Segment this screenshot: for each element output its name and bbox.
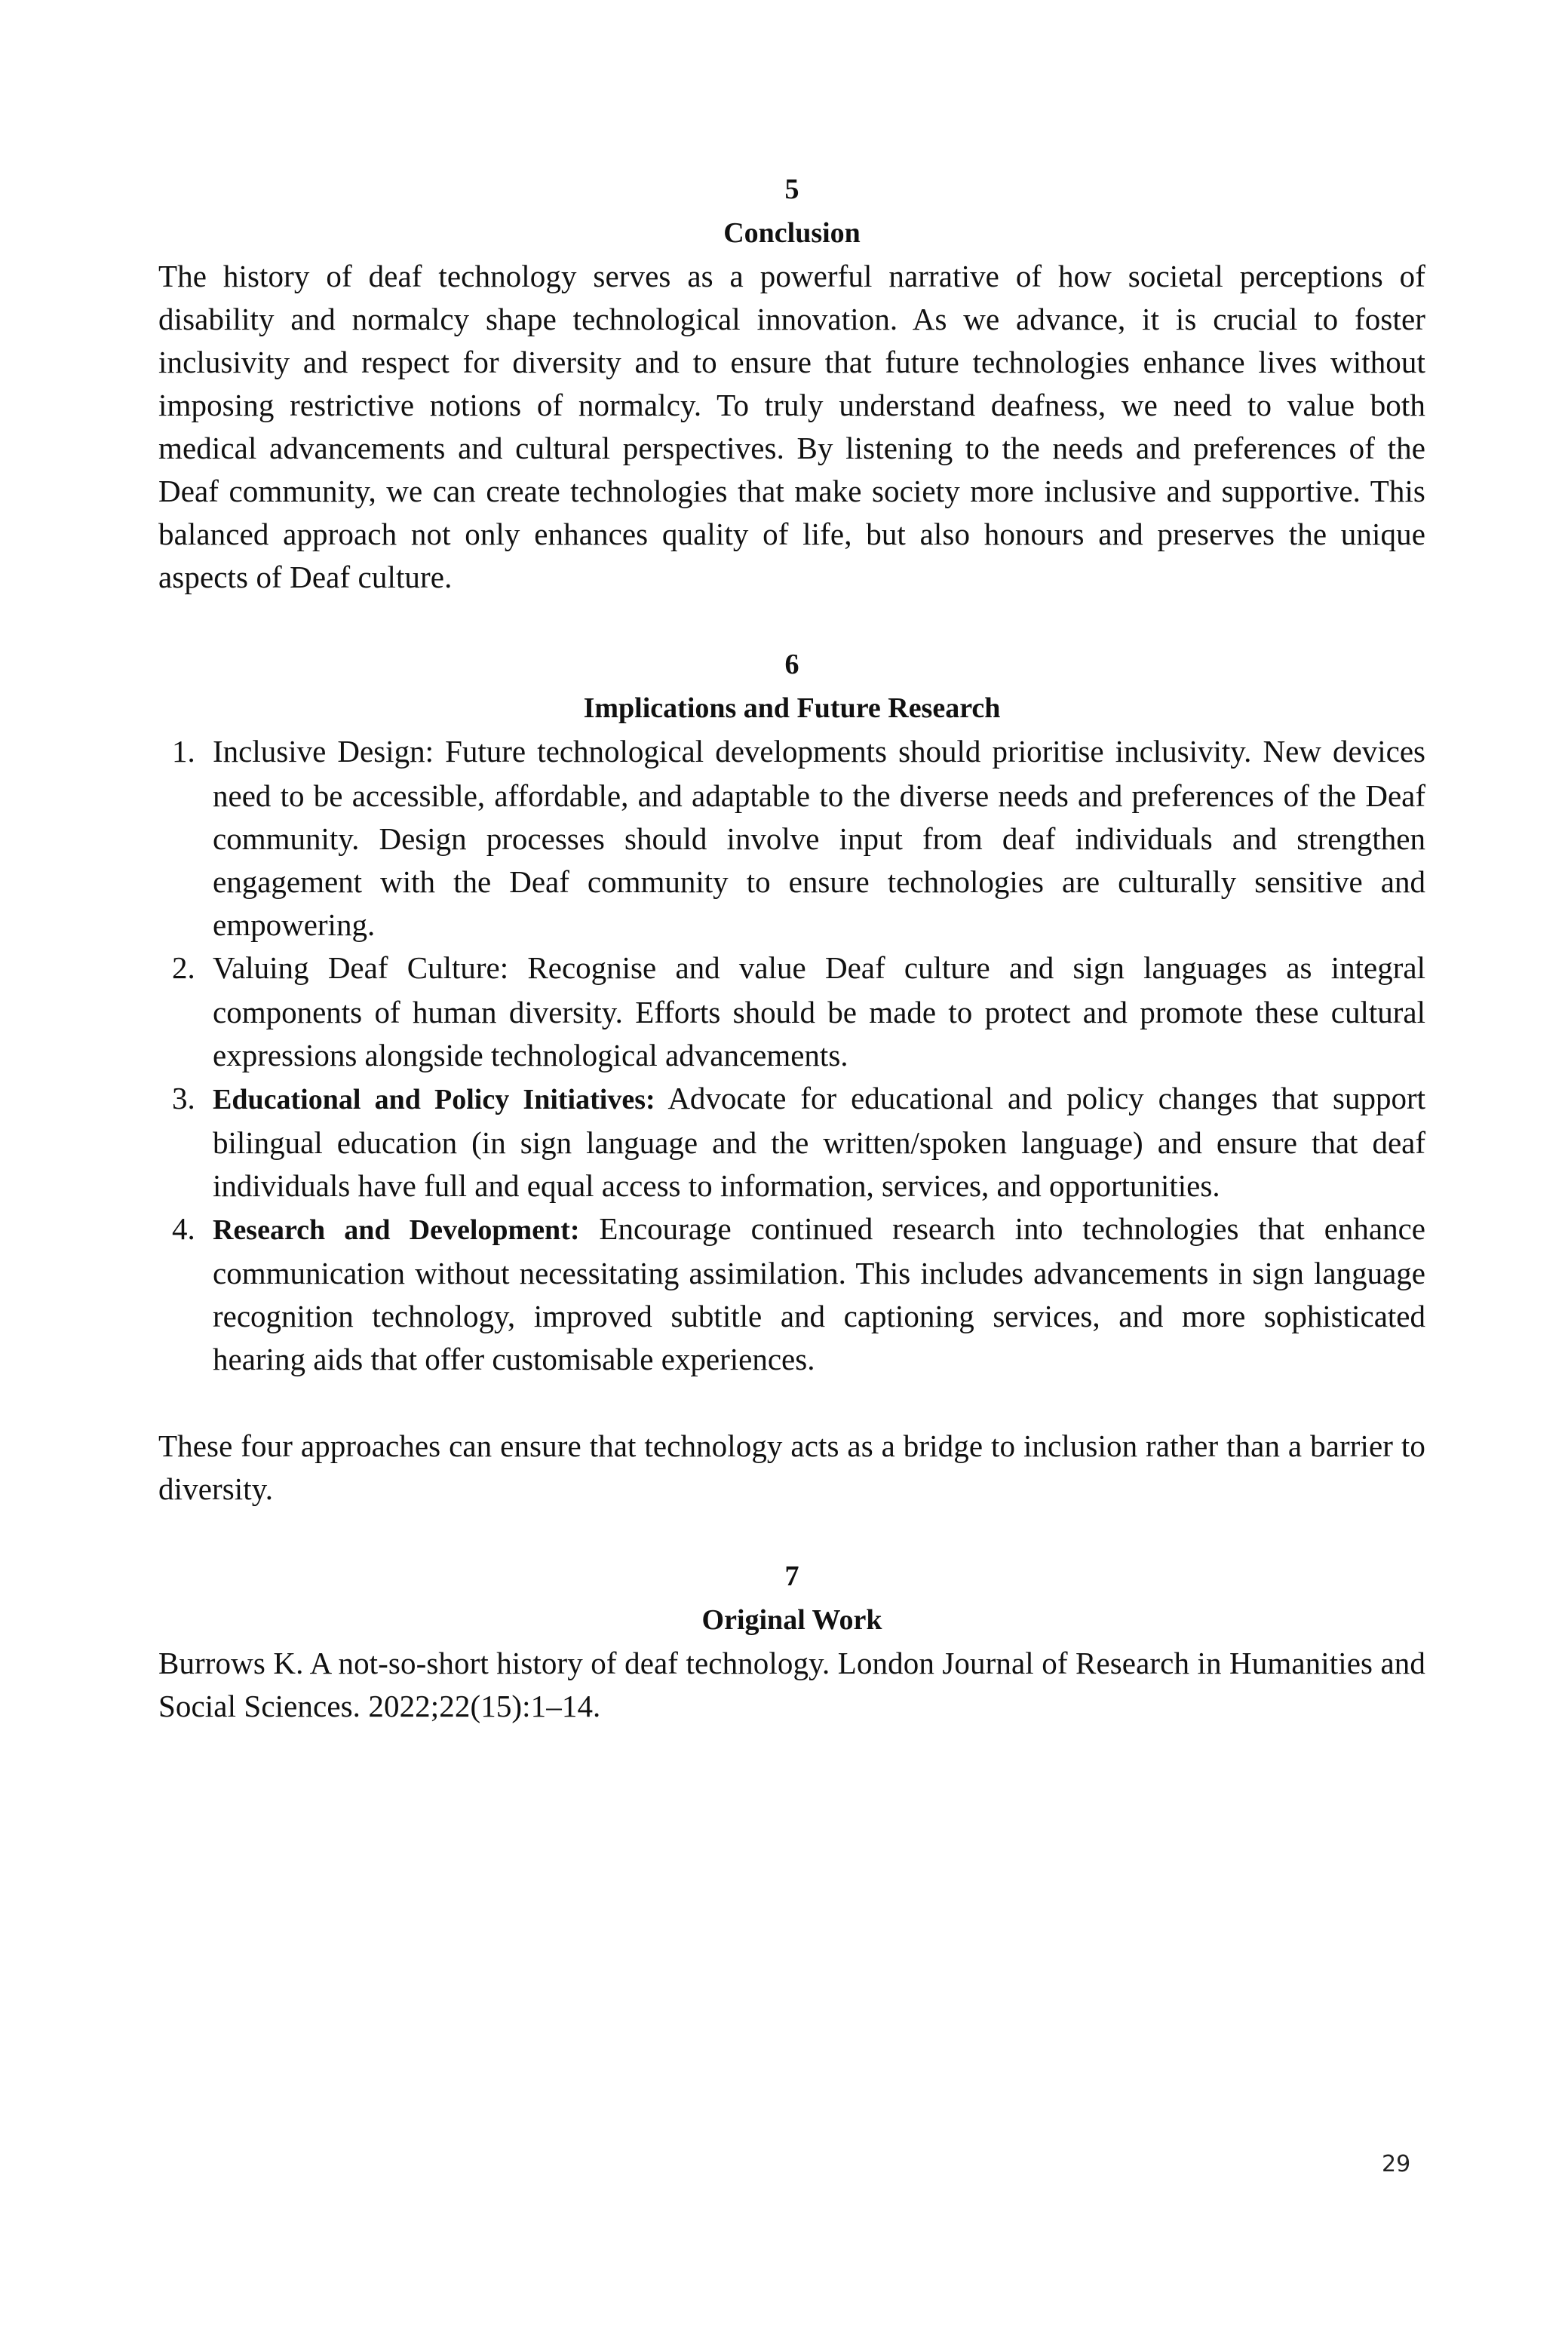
list-marker: 4. <box>172 1211 195 1246</box>
citation: Burrows K. A not-so-short history of deaf technology. London Journal of Research in Humanities and Social Sciences. 2022;22(15):1–14. <box>158 1646 1425 1723</box>
list-marker: 1. <box>172 734 195 769</box>
document-page <box>158 167 1425 1728</box>
closing-paragraph: These four approaches can ensure that technology acts as a bridge to inclusion rather than a barrier to diversity. <box>158 1428 1425 1506</box>
section-number: 6 <box>784 649 799 680</box>
section-title: Conclusion <box>723 217 861 249</box>
implications-list <box>158 730 1425 1381</box>
item-lead: Educational and Policy Initiatives: <box>213 1084 655 1115</box>
list-item <box>158 730 1425 947</box>
list-marker: 3. <box>172 1081 195 1115</box>
list-item <box>158 1207 1425 1381</box>
section-title: Implications and Future Research <box>583 692 1001 724</box>
page-number: 29 <box>1382 2151 1411 2177</box>
list-item <box>158 947 1425 1077</box>
section-number: 5 <box>784 173 799 205</box>
item-text: Valuing Deaf Culture: Recognise and value Deaf culture and sign languages as integral components of human diversity. Efforts should be made to protect and promote these cultural expressions alongside technological advancements. <box>213 950 1425 1072</box>
section-number: 7 <box>784 1560 799 1592</box>
item-text: Advocate for educational and policy changes that support bilingual education (in sign language and the written/spoken language) and ensure that deaf individuals have full and equal access to information, services, and opportunities. <box>213 1081 1425 1203</box>
original-work-section <box>158 1554 1425 1728</box>
conclusion-paragraph: The history of deaf technology serves as a powerful narrative of how societal perceptions of disability and normalcy shape technological innovation. As we advance, it is crucial to foster inclusivity and respect for diversity and to ensure that future technologies enhance lives without imposing restrictive notions of normalcy. To truly understand deafness, we need to value both medical advancements and cultural perspectives. By listening to the needs and preferences of the Deaf community, we can create technologies that make society more inclusive and supportive. This balanced approach not only enhances quality of life, but also honours and preserves the unique aspects of Deaf culture. <box>158 259 1425 594</box>
conclusion-section <box>158 167 1425 599</box>
item-lead: Research and Development: <box>213 1214 580 1246</box>
implications-section <box>158 643 1425 1511</box>
item-text: Inclusive Design: Future technological developments should prioritise inclusivity. New devices need to be accessible, affordable, and adaptable to the diverse needs and preferences of the Deaf community. Design processes should involve input from deaf individuals and strengthen engagement with the Deaf community to ensure technologies are culturally sensitive and empowering. <box>213 734 1425 942</box>
item-text: Encourage continued research into technologies that enhance communication without necessitating assimilation. This includes advancements in sign language recognition technology, improved subtitle and captioning services, and more sophisticated hearing aids that offer customisable experiences. <box>213 1211 1425 1376</box>
list-marker: 2. <box>172 950 195 985</box>
section-title: Original Work <box>701 1604 882 1636</box>
list-item <box>158 1077 1425 1207</box>
